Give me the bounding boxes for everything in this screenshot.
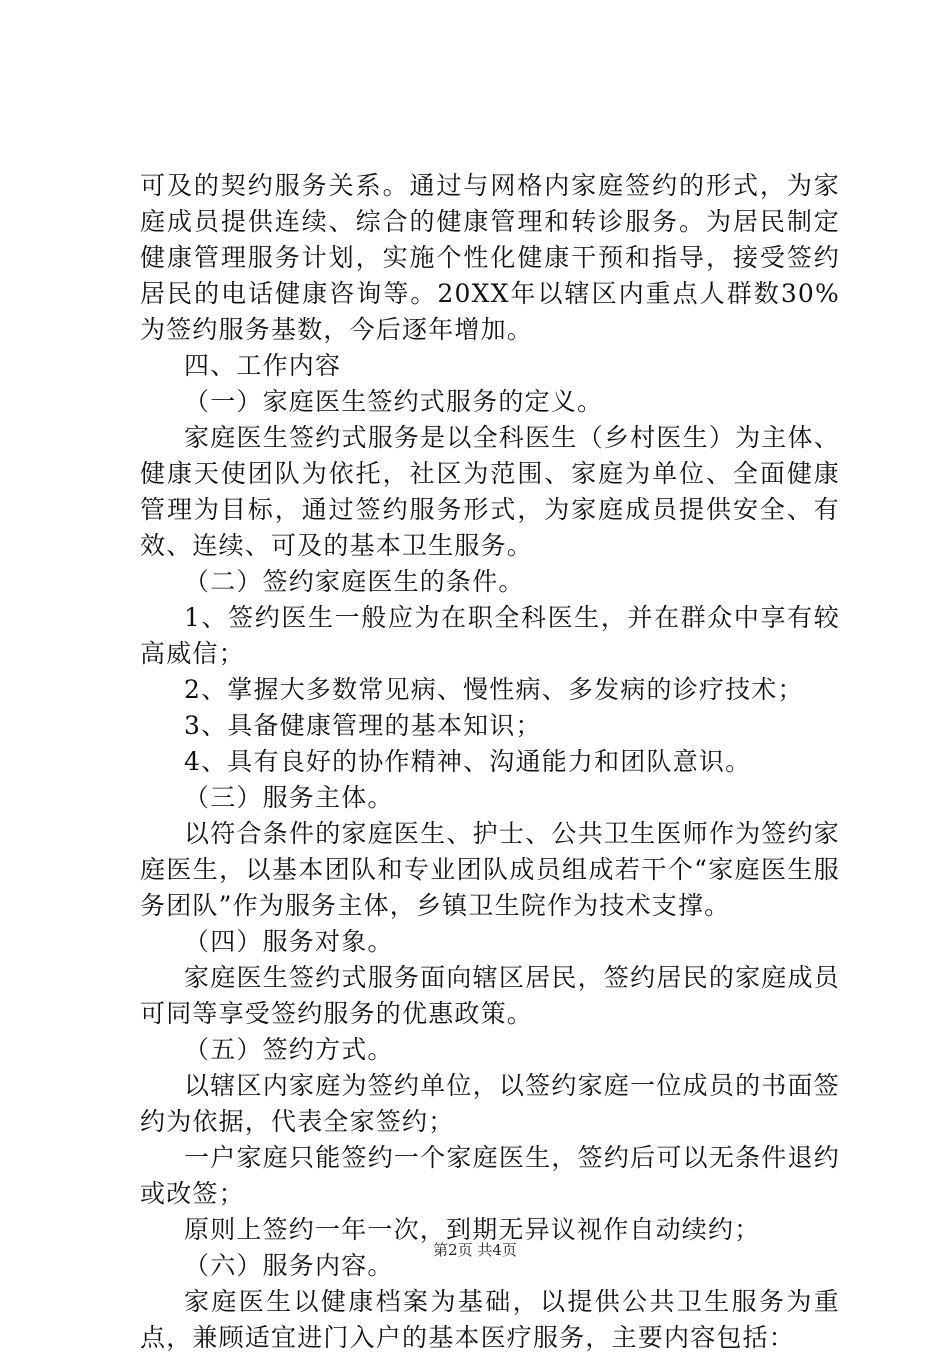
paragraph-service-subject: 以符合条件的家庭医生、护士、公共卫生医师作为签约家庭医生，以基本团队和专业团队成员组成若干个“家庭医生服务团队”作为服务主体，乡镇卫生院作为技术支撑。 [140, 819, 840, 920]
subheading-service-subject: （三）服务主体。 [184, 783, 394, 812]
subheading-signing-method: （五）签约方式。 [184, 1035, 394, 1064]
page-number-footer: 第2页 共4页 [433, 1241, 517, 1259]
list-item-condition-1: 1、签约医生一般应为在职全科医生，并在群众中享有较高威信； [140, 603, 840, 668]
subheading-service-target: （四）服务对象。 [184, 927, 394, 956]
subheading-definition: （一）家庭医生签约式服务的定义。 [184, 387, 604, 416]
paragraph-contract-relationship: 可及的契约服务关系。通过与网格内家庭签约的形式，为家庭成员提供连续、综合的健康管理和转诊服务。为居民制定健康管理服务计划，实施个性化健康干预和指导，接受签约居民的电话健康咨询等。20XX年以辖区内重点人群数30%为签约服务基数，今后逐年增加。 [140, 171, 840, 344]
list-item-condition-3: 3、具备健康管理的基本知识； [184, 711, 542, 740]
subheading-conditions: （二）签约家庭医生的条件。 [184, 567, 525, 596]
paragraph-service-target: 家庭医生签约式服务面向辖区居民，签约居民的家庭成员可同等享受签约服务的优惠政策。 [140, 963, 840, 1028]
paragraph-signing-unit: 以辖区内家庭为签约单位，以签约家庭一位成员的书面签约为依据，代表全家签约； [140, 1071, 840, 1136]
paragraph-signing-single-doctor: 一户家庭只能签约一个家庭医生，签约后可以无条件退约或改签； [140, 1143, 840, 1208]
list-item-condition-4: 4、具有良好的协作精神、沟通能力和团队意识。 [184, 747, 752, 776]
subheading-service-content: （六）服务内容。 [184, 1251, 394, 1280]
paragraph-service-content: 家庭医生以健康档案为基础，以提供公共卫生服务为重点，兼顾适宜进门入户的基本医疗服务，主要内容包括： [140, 1287, 840, 1352]
heading-work-content: 四、工作内容 [184, 351, 342, 380]
list-item-condition-2: 2、掌握大多数常见病、慢性病、多发病的诊疗技术； [184, 675, 804, 704]
paragraph-definition: 家庭医生签约式服务是以全科医生（乡村医生）为主体、健康天使团队为依托，社区为范围、家庭为单位、全面健康管理为目标，通过签约服务形式，为家庭成员提供安全、有效、连续、可及的基本卫生服务。 [140, 423, 840, 560]
paragraph-signing-renewal: 原则上签约一年一次，到期无异议视作自动续约； [184, 1215, 761, 1244]
document-body [140, 168, 840, 1356]
